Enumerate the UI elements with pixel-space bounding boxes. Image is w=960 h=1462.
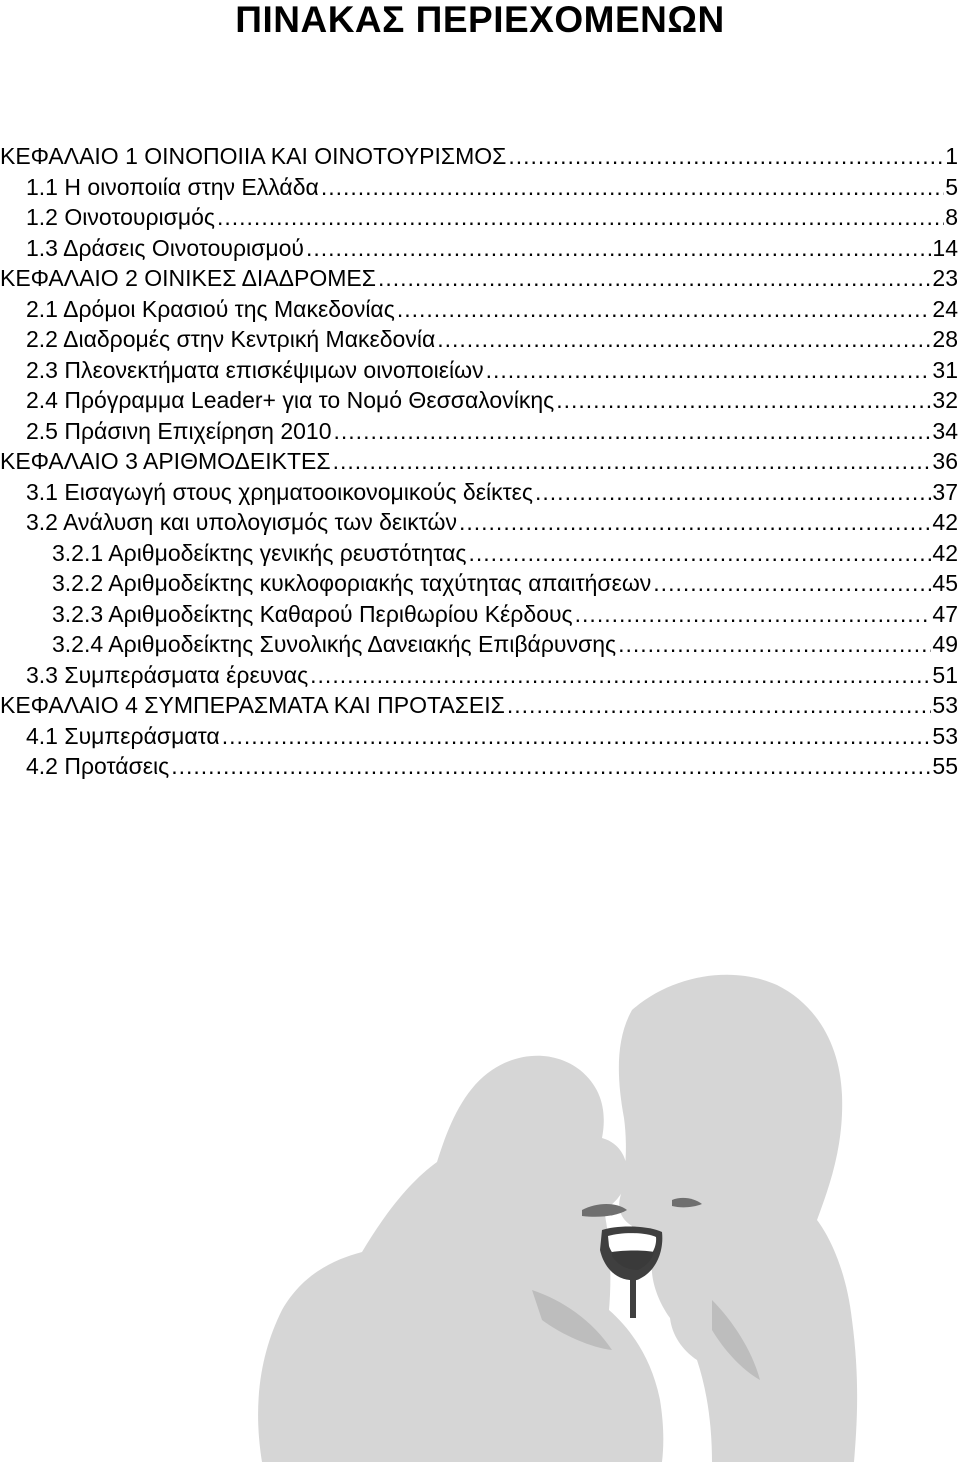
toc-page-number: 5	[945, 173, 958, 200]
toc-entry-title: 2.2 Διαδρομές στην Κεντρική Μακεδονία	[26, 326, 436, 352]
toc-entry[interactable]	[0, 416, 958, 447]
toc-entry-title: ΚΕΦΑΛΑΙΟ 1 ΟΙΝΟΠΟΙΙΑ ΚΑΙ ΟΙΝΟΤΟΥΡΙΣΜΟΣ	[0, 143, 507, 169]
dot-leader	[310, 660, 931, 691]
toc-page-number: 32	[932, 387, 958, 413]
wine-taster-silhouette-icon	[112, 880, 872, 1462]
dot-leader	[507, 690, 932, 721]
dot-leader	[535, 477, 931, 508]
toc-entry-title: 3.2.4 Αριθμοδείκτης Συνολικής Δανειακής Επιβάρυνσης	[52, 631, 617, 657]
dot-leader	[437, 324, 931, 355]
toc-entry-title: 3.3 Συμπεράσματα έρευνας	[26, 661, 309, 688]
toc-entry[interactable]	[0, 477, 958, 508]
toc-entry-title: 2.3 Πλεονεκτήματα επισκέψιμων οινοποιείων	[26, 356, 484, 383]
toc-page-number: 53	[932, 722, 958, 749]
dot-leader	[171, 751, 931, 782]
toc-entry-title: 1.3 Δράσεις Οινοτουρισμού	[26, 234, 304, 261]
toc-page-number: 31	[932, 356, 958, 383]
dot-leader	[306, 233, 931, 264]
toc-page-number: 24	[932, 295, 958, 322]
toc-entry-title: ΚΕΦΑΛΑΙΟ 4 ΣΥΜΠΕΡΑΣΜΑΤΑ ΚΑΙ ΠΡΟΤΑΣΕΙΣ	[0, 692, 505, 718]
page-title: ΠΙΝΑΚΑΣ ΠΕΡΙΕΧΟΜΕΝΩΝ	[235, 0, 725, 40]
dot-leader	[334, 416, 932, 447]
table-of-contents	[0, 141, 958, 782]
dot-leader	[575, 599, 932, 630]
toc-entry-title: 3.2 Ανάλυση και υπολογισμός των δεικτών	[26, 509, 457, 535]
dot-leader	[556, 385, 931, 416]
dot-leader	[397, 294, 932, 325]
toc-page-number: 42	[932, 539, 958, 566]
dot-leader	[217, 202, 944, 233]
toc-entry[interactable]	[0, 172, 958, 203]
toc-entry[interactable]	[0, 263, 958, 294]
toc-entry-title: ΚΕΦΑΛΑΙΟ 3 ΑΡΙΘΜΟΔΕΙΚΤΕΣ	[0, 448, 331, 474]
toc-entry[interactable]	[0, 324, 958, 355]
toc-entry[interactable]	[0, 599, 958, 630]
toc-page-number: 1	[945, 143, 958, 169]
dot-leader	[618, 629, 931, 660]
dot-leader	[459, 507, 931, 538]
toc-entry[interactable]	[0, 507, 958, 538]
toc-page-number: 51	[932, 661, 958, 688]
dot-leader	[222, 721, 932, 752]
toc-page-number: 49	[932, 631, 958, 657]
toc-entry[interactable]	[0, 660, 958, 691]
toc-entry[interactable]	[0, 538, 958, 569]
dot-leader	[508, 141, 944, 172]
toc-entry-title: 3.2.1 Αριθμοδείκτης γενικής ρευστότητας	[52, 539, 467, 566]
dot-leader	[468, 538, 931, 569]
dot-leader	[486, 355, 932, 386]
dot-leader	[321, 172, 944, 203]
toc-entry[interactable]	[0, 721, 958, 752]
toc-entry-title: 4.2 Προτάσεις	[26, 753, 170, 779]
toc-page-number: 45	[932, 570, 958, 596]
toc-entry-title: 2.5 Πράσινη Επιχείρηση 2010	[26, 417, 332, 444]
toc-page-number: 14	[932, 234, 958, 261]
toc-page-number: 42	[932, 509, 958, 535]
toc-entry[interactable]	[0, 202, 958, 233]
toc-page-number: 34	[932, 417, 958, 444]
dot-leader	[653, 568, 931, 599]
toc-entry[interactable]	[0, 629, 958, 660]
dot-leader	[333, 446, 932, 477]
toc-entry[interactable]	[0, 446, 958, 477]
toc-page-number: 55	[932, 753, 958, 779]
toc-entry[interactable]	[0, 385, 958, 416]
toc-page-number: 28	[932, 326, 958, 352]
toc-entry[interactable]	[0, 233, 958, 264]
toc-entry-title: 3.2.2 Αριθμοδείκτης κυκλοφοριακής ταχύτητας απαιτήσεων	[52, 570, 652, 596]
toc-entry-title: 2.1 Δρόμοι Κρασιού της Μακεδονίας	[26, 295, 395, 322]
toc-page-number: 36	[932, 448, 958, 474]
toc-page-number: 47	[932, 600, 958, 627]
toc-page-number: 53	[932, 692, 958, 718]
toc-entry[interactable]	[0, 355, 958, 386]
toc-entry[interactable]	[0, 690, 958, 721]
toc-entry[interactable]	[0, 294, 958, 325]
toc-entry[interactable]	[0, 141, 958, 172]
toc-entry-title: 4.1 Συμπεράσματα	[26, 722, 220, 749]
toc-entry-title: 2.4 Πρόγραμμα Leader+ για το Νομό Θεσσαλονίκης	[26, 387, 555, 413]
toc-page-number: 8	[945, 204, 958, 230]
toc-page-number: 37	[932, 478, 958, 505]
toc-entry[interactable]	[0, 751, 958, 782]
toc-entry-title: ΚΕΦΑΛΑΙΟ 2 ΟΙΝΙΚΕΣ ΔΙΑΔΡΟΜΕΣ	[0, 265, 376, 291]
toc-entry-title: 1.1 Η οινοποιία στην Ελλάδα	[26, 173, 319, 200]
toc-entry-title: 3.2.3 Αριθμοδείκτης Καθαρού Περιθωρίου Κέρδους	[52, 600, 573, 627]
toc-entry[interactable]	[0, 568, 958, 599]
toc-page-number: 23	[932, 265, 958, 291]
toc-entry-title: 1.2 Οινοτουρισμός	[26, 204, 215, 230]
dot-leader	[378, 263, 931, 294]
toc-entry-title: 3.1 Εισαγωγή στους χρηματοοικονομικούς δείκτες	[26, 478, 534, 505]
